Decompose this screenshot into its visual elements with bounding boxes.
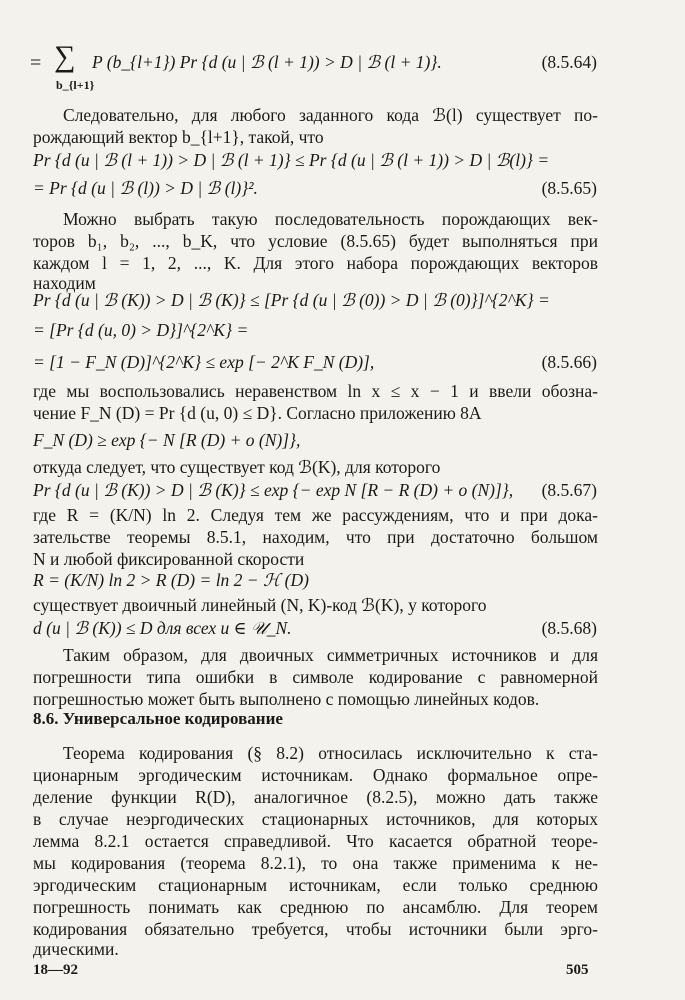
paragraph-line: где мы воспользовались неравенством ln x ≤ x − 1 и ввели обозна- [33, 381, 598, 401]
signature-mark: 18—92 [33, 962, 78, 978]
paragraph-line: Следовательно, для любого заданного кода ℬ(l) существует по- [63, 105, 598, 125]
summation-sign: ∑ [54, 40, 76, 73]
equation-8-5-65-line-1: Pr {d (u | ℬ (l + 1)) > D | ℬ (l + 1)} ≤ Pr {d (u | ℬ (l + 1)) > D | ℬ(l)} = [33, 150, 550, 170]
paragraph-line: эргодическим стационарным источникам, если только среднюю [33, 875, 598, 895]
equation-number-8-5-68: (8.5.68) [541, 618, 597, 638]
paragraph-line: рождающий вектор b_{l+1}, такой, что [33, 127, 324, 147]
paragraph-line: зательстве теоремы 8.5.1, находим, что при достаточно большом [33, 527, 598, 547]
page-number: 505 [566, 962, 589, 978]
paragraph-line: погрешностью может быть выполнено с помощью линейных кодов. [33, 689, 540, 709]
equation-8-5-65-line-2: = Pr {d (u | ℬ (l)) > D | ℬ (l)}². [33, 178, 258, 198]
equation-8-5-64: P (b_{l+1}) Pr {d (u | ℬ (l + 1)) > D | ℬ (l + 1)}. [92, 52, 442, 72]
paragraph-line: Таким образом, для двоичных симметричных источников и для [63, 645, 598, 665]
paragraph-line: где R = (K/N) ln 2. Следуя тем же рассуждениям, что и при дока- [33, 505, 598, 525]
equation-number-8-5-66: (8.5.66) [541, 352, 597, 372]
paragraph-line: существует двоичный линейный (N, K)-код ℬ(K), у которого [33, 595, 487, 615]
paragraph-line: Теорема кодирования (§ 8.2) относилась исключительно к ста- [63, 743, 598, 763]
paragraph-line: откуда следует, что существует код ℬ(K), для которого [33, 457, 441, 477]
paragraph-line: дическими. [33, 939, 119, 959]
equation-8-5-68: d (u | ℬ (K)) ≤ D для всех u ∈ 𝒰_N. [33, 618, 292, 638]
equation-8-5-66-line-1: Pr {d (u | ℬ (K)) > D | ℬ (K)} ≤ [Pr {d (u | ℬ (0)) > D | ℬ (0)}]^{2^K} = [33, 290, 550, 310]
equation-8-5-66-line-2: = [Pr {d (u, 0) > D}]^{2^K} = [33, 320, 249, 340]
paragraph-line: в случае неэргодических стационарных источников, для которых [33, 809, 598, 829]
paragraph-line: лемма 8.2.1 остается справедливой. Что касается обратной теоре- [33, 831, 598, 851]
equation-8-5-66-line-3: = [1 − F_N (D)]^{2^K} ≤ exp [− 2^K F_N (D)], [33, 352, 375, 372]
paragraph-line: ционарным эргодическим источникам. Однако формальное опре- [33, 765, 598, 785]
paragraph-line: кодирования обязательно требуется, чтобы источники были эрго- [33, 919, 598, 939]
summation-index: b_{l+1} [56, 78, 95, 92]
paragraph-line: погрешность понимать как среднюю по ансамблю. Для теорем [33, 897, 598, 917]
equation-number-8-5-64: (8.5.64) [541, 52, 597, 72]
paragraph-line: находим [33, 273, 96, 293]
paragraph-line: торов b₁, b₂, ..., b_K, что условие (8.5.65) будет выполняться при [33, 231, 598, 251]
paragraph-line: деление функции R(D), аналогичное (8.2.5), можно дать также [33, 787, 598, 807]
equation-number-8-5-65: (8.5.65) [541, 178, 597, 198]
equation-rate: R = (K/N) ln 2 > R (D) = ln 2 − ℋ (D) [33, 570, 309, 590]
equals-sign: = [30, 52, 42, 74]
equation-fn: F_N (D) ≥ exp {− N [R (D) + o (N)]}, [33, 430, 301, 450]
paragraph-line: погрешности типа ошибки в символе кодирование с равномерной [33, 667, 598, 687]
paragraph-line: Можно выбрать такую последовательность порождающих век- [63, 209, 598, 229]
section-heading: 8.6. Универсальное кодирование [33, 709, 283, 728]
paragraph-line: мы кодирования (теорема 8.2.1), то она также применима к не- [33, 853, 598, 873]
equation-8-5-67: Pr {d (u | ℬ (K)) > D | ℬ (K)} ≤ exp {− exp N [R − R (D) + o (N)]}, [33, 480, 514, 500]
paragraph-line: N и любой фиксированной скорости [33, 549, 305, 569]
paragraph-line: каждом l = 1, 2, ..., K. Для этого набора порождающих векторов [33, 253, 598, 273]
paragraph-line: чение F_N (D) = Pr {d (u, 0) ≤ D}. Согласно приложению 8А [33, 403, 482, 423]
equation-number-8-5-67: (8.5.67) [541, 480, 597, 500]
